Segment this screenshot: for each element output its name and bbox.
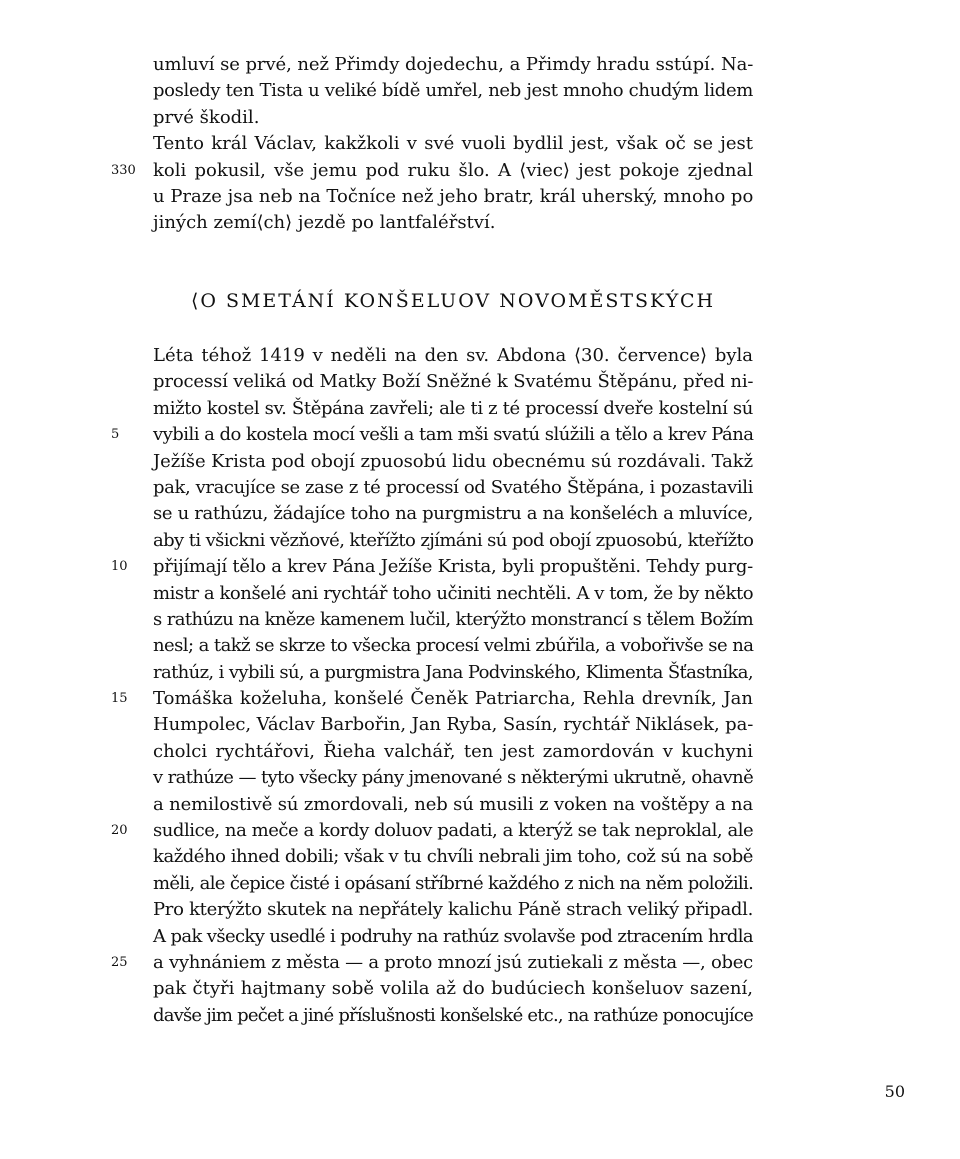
- line-text: jiných zemí⟨ch⟩ jezdě po lantfaléřství.: [153, 212, 496, 234]
- text-line: [111, 818, 754, 844]
- text-block-top: [111, 52, 754, 237]
- text-line: [153, 844, 753, 870]
- line-text: A pak všecky usedlé i podruhy na rathúz svolavše pod ztracením hrdla: [153, 925, 753, 947]
- line-text: měli, ale čepice čisté i opásaní stříbrné každého z nich na něm položili.: [153, 872, 754, 894]
- text-line: [153, 52, 753, 78]
- text-line: [153, 924, 753, 950]
- text-line: [153, 607, 753, 633]
- text-line: [153, 976, 753, 1002]
- text-line: [153, 449, 753, 475]
- line-text: prvé škodil.: [153, 106, 260, 128]
- text-line: [153, 105, 753, 131]
- line-text: v rathúze — tyto všecky pány jmenované s některými ukrutně, ohavně: [153, 767, 754, 789]
- text-line: [153, 210, 753, 236]
- text-line: [153, 633, 753, 659]
- text-line: [153, 131, 753, 157]
- line-text: Humpolec, Václav Barbořin, Jan Ryba, Sasín, rychtář Niklásek, pa-: [153, 714, 754, 736]
- text-line: [111, 554, 753, 580]
- text-line: [111, 158, 753, 184]
- text-line: [153, 871, 753, 897]
- text-line: [153, 792, 753, 818]
- line-text: každého ihned dobili; však v tu chvíli nebrali jim toho, což sú na sobě: [153, 846, 753, 868]
- text-line: [153, 78, 753, 104]
- section-heading: ⟨O SMETÁNÍ KONŠELUOV NOVOMĚSTSKÝCH: [190, 290, 716, 312]
- text-line: [153, 184, 753, 210]
- line-text: Tomáška koželuha, konšelé Čeněk Patriarcha, Rehla drevník, Jan: [153, 688, 753, 710]
- line-text: rathúz, i vybili sú, a purgmistra Jana Podvinského, Klimenta Šťastníka,: [153, 661, 753, 683]
- text-block-main: [111, 343, 754, 1029]
- line-text: přijímají tělo a krev Pána Ježíše Krista, byli propuštěni. Tehdy purg-: [153, 556, 753, 578]
- line-text: cholci rychtářovi, Řieha valchář, ten jest zamordován v kuchyni: [153, 740, 753, 762]
- line-text: aby ti všickni vězňové, kteřížto zjímáni sú pod obojí zpuosobú, kteřížto: [153, 529, 754, 551]
- text-line: [153, 369, 753, 395]
- line-text: umluví se prvé, než Přimdy dojedechu, a Přimdy hradu sstúpí. Na-: [153, 54, 754, 75]
- line-text: vybili a do kostela mocí vešli a tam mši svatú slúžili a tělo a krev Pána: [153, 424, 754, 446]
- line-text: koli pokusil, vše jemu pod ruku šlo. A ⟨viec⟩ jest pokoje zjednal: [153, 159, 753, 181]
- text-line: [153, 501, 753, 527]
- line-text: Léta téhož 1419 v neděli na den sv. Abdona ⟨30. července⟩ byla: [153, 345, 753, 366]
- line-text: a nemilostivě sú zmordovali, neb sú musili z voken na voštěpy a na: [153, 793, 754, 815]
- line-text: posledy ten Tista u veliké bídě umřel, neb jest mnoho chudým lidem: [153, 80, 753, 102]
- text-line: [111, 950, 753, 976]
- line-text: a vyhnániem z města — a proto mnozí jsú zutiekali z města —, obec: [153, 951, 753, 973]
- line-text: mižto kostel sv. Štěpána zavřeli; ale ti z té processí dveře kostelní sú: [153, 397, 753, 419]
- line-text: se u rathúzu, žádajíce toho na purgmistru a na konšeléch a mluvíce,: [153, 503, 753, 525]
- text-line: [153, 765, 753, 791]
- line-number: 5: [111, 427, 120, 443]
- line-text: s rathúzu na kněze kamenem lučil, kterýžto monstrancí s tělem Božím: [153, 608, 754, 630]
- text-line: [153, 712, 753, 738]
- text-line: [153, 660, 753, 686]
- line-text: Tento král Václav, kakžkoli v své vuoli bydlil jest, však oč se jest: [153, 133, 753, 155]
- text-line: [111, 686, 753, 712]
- text-line: [153, 343, 753, 369]
- page-number: 50: [884, 1082, 905, 1101]
- text-line: [153, 396, 753, 422]
- text-line: [153, 1003, 753, 1029]
- line-text: processí veliká od Matky Boží Sněžné k Svatému Štěpánu, před ni-: [153, 371, 754, 393]
- text-line: [153, 475, 753, 501]
- line-number: 20: [111, 823, 128, 839]
- line-text: pak čtyři hajtmany sobě volila až do budúciech konšeluov sazení,: [153, 978, 753, 1000]
- text-line: [153, 528, 753, 554]
- line-text: Ježíše Krista pod obojí zpuosobú lidu obecnému sú rozdávali. Takž: [153, 450, 754, 472]
- line-number: 15: [111, 691, 128, 707]
- line-text: davše jim pečet a jiné příslušnosti konšelské etc., na rathúze ponocujíce: [153, 1004, 753, 1026]
- line-number: 330: [111, 162, 136, 178]
- line-text: sudlice, na meče a kordy doluov padati, a kterýž se tak neproklal, ale: [153, 820, 754, 842]
- line-text: nesl; a takž se skrze to všecka procesí velmi zbúřila, a vobořivše se na: [153, 635, 754, 657]
- line-text: u Praze jsa neb na Točníce než jeho bratr, král uherský, mnoho po: [153, 185, 754, 207]
- line-text: Pro kterýžto skutek na nepřátely kalichu Páně strach veliký připadl.: [153, 899, 753, 921]
- text-line: [153, 581, 753, 607]
- text-line: [111, 422, 754, 448]
- line-text: pak, vracujíce se zase z té processí od Svatého Štěpána, i pozastavili: [153, 476, 753, 498]
- line-number: 10: [111, 559, 128, 575]
- line-number: 25: [111, 954, 128, 970]
- text-line: [153, 897, 753, 923]
- text-line: [153, 739, 753, 765]
- line-text: mistr a konšelé ani rychtář toho učiniti nechtěli. A v tom, že by někto: [153, 582, 754, 604]
